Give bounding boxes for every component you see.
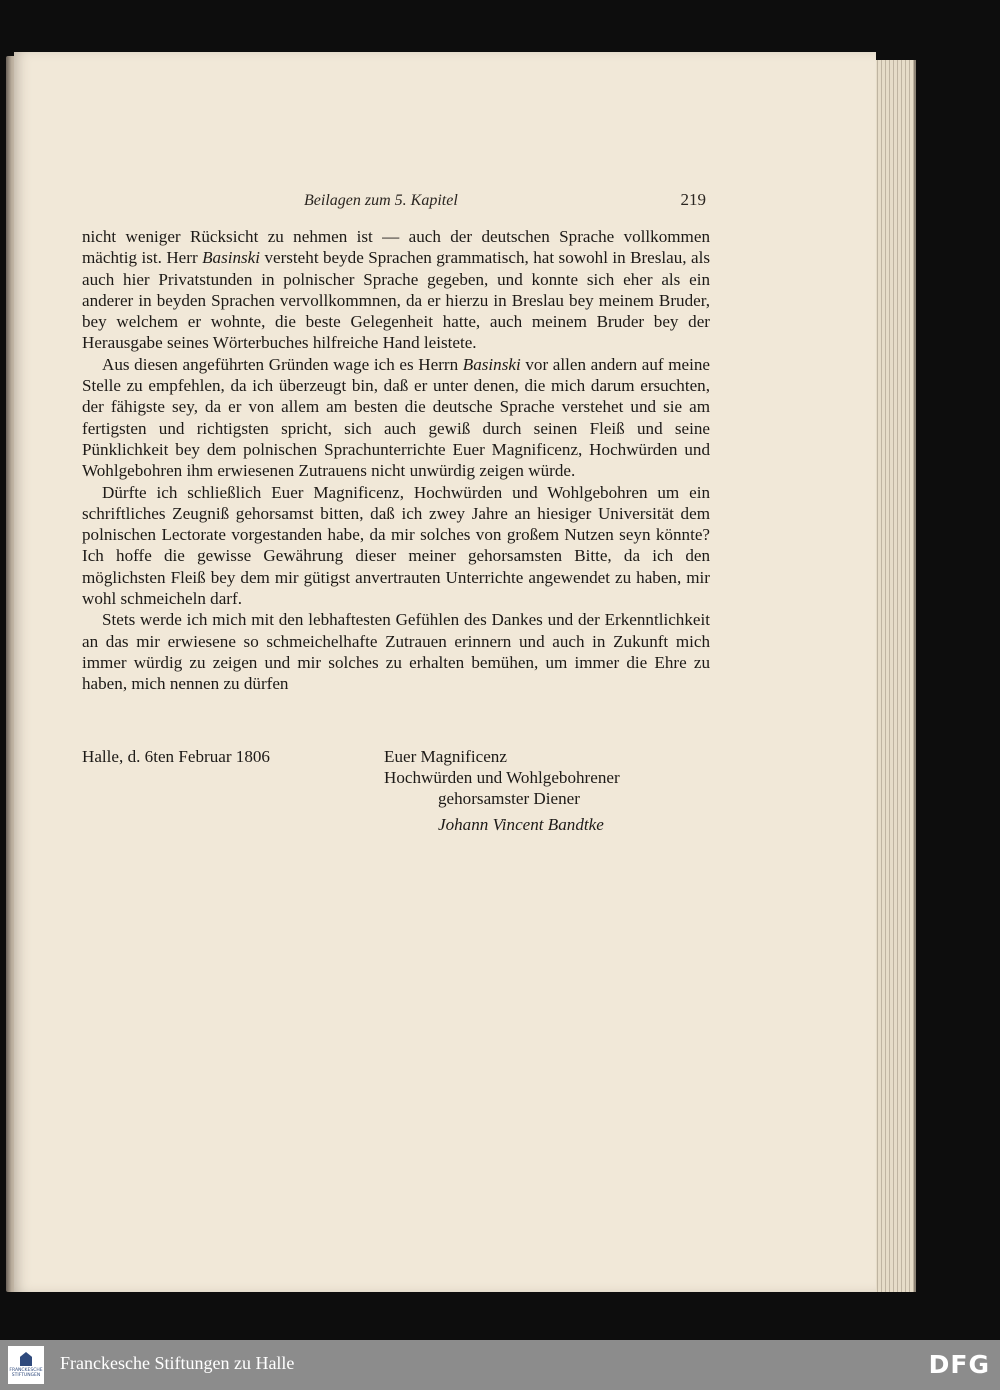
paragraph	[82, 354, 710, 482]
text-segment: nicht weniger Rücksicht zu nehmen ist — auch der deutschen Sprache vollkommen mächtig ist. Herr	[82, 227, 710, 268]
italic-name: Basinski	[202, 248, 261, 268]
logo-text: FRANCKESCHE STIFTUNGEN	[9, 1368, 43, 1378]
paragraph	[82, 226, 710, 354]
text-segment: Stets werde ich mich mit den lebhaftesten Gefühlen des Dankes und der Erkenntlichkeit an das mir erwiesene so schmeichelhafte Zutrauen erinnern und auch in Zukunft mich immer würdig zu zeigen und mir solches zu erhalten bemühen, um immer die Ehre zu haben, mich nennen zu dürfen	[82, 610, 710, 694]
salutation-line: Hochwürden und Wohlgebohrener	[384, 768, 620, 787]
body-text	[82, 226, 710, 695]
building-icon	[20, 1352, 32, 1366]
text-segment: vor allen andern auf meine Stelle zu empfehlen, da ich überzeugt bin, daß er unter denen, die mich darum ersuchten, der fähigste sey, da er von allem am besten die deutsche Sprache verstehet und sie am fertigsten und richtigsten spricht, sich auch gewiß durch seinen Fleiß und seine Pünklichkeit bey dem polnischen Sprachunterrichte Euer Magnificenz, Hochwürden und Wohlgebohren ihm erwiesenen Zutrauens nicht unwürdig zeigen würde.	[82, 354, 710, 481]
text-segment: Aus diesen angeführten Gründen wage ich es Herrn	[102, 354, 463, 374]
page-number: 219	[680, 190, 706, 209]
signature: Johann Vincent Bandtke	[438, 815, 604, 834]
text-segment: versteht beyde Sprachen grammatisch, hat sowohl in Breslau, als auch hier Privatstunden in polnischer Sprache gegeben, und konnte sich eher als ein anderer in beyden Sprachen vervollkommnen, da er hierzu in Breslau bey meinem Bruder, bey welchem er wohnte, die beste Gelegenheit hatte, auch meinem Bruder bey der Herausgabe seines Wörterbuches hilfreiche Hand leistete.	[82, 248, 710, 353]
salutation-line: Euer Magnificenz	[384, 747, 507, 766]
running-title: Beilagen zum 5. Kapitel	[304, 192, 458, 209]
organization-name: Franckesche Stiftungen zu Halle	[60, 1353, 295, 1373]
dfg-logo: DFG	[928, 1350, 990, 1379]
place-date: Halle, d. 6ten Februar 1806	[82, 747, 270, 766]
text-segment: Dürfte ich schließlich Euer Magnificenz, Hochwürden und Wohlgebohren um ein schriftliches Zeugniß gehorsamst bitten, daß ich zwey Jahre an hiesiger Universität dem polnischen Lectorate vorgestanden habe, da mir solches von großem Nutzen seyn könnte? Ich hoffe die gewisse Gewährung dieser meiner gehorsamsten Bitte, da ich den möglichsten Fleiß bey dem mir gütigst anvertrauten Unterrichte angewendet zu haben, mir wohl schmeicheln darf.	[82, 482, 710, 609]
paragraph	[82, 609, 710, 694]
salutation-line: gehorsamster Diener	[438, 789, 580, 808]
viewer-footer	[0, 1340, 1000, 1390]
italic-name: Basinski	[462, 354, 521, 374]
running-head	[82, 190, 712, 214]
francke-logo	[8, 1346, 44, 1384]
paragraph	[82, 482, 710, 610]
